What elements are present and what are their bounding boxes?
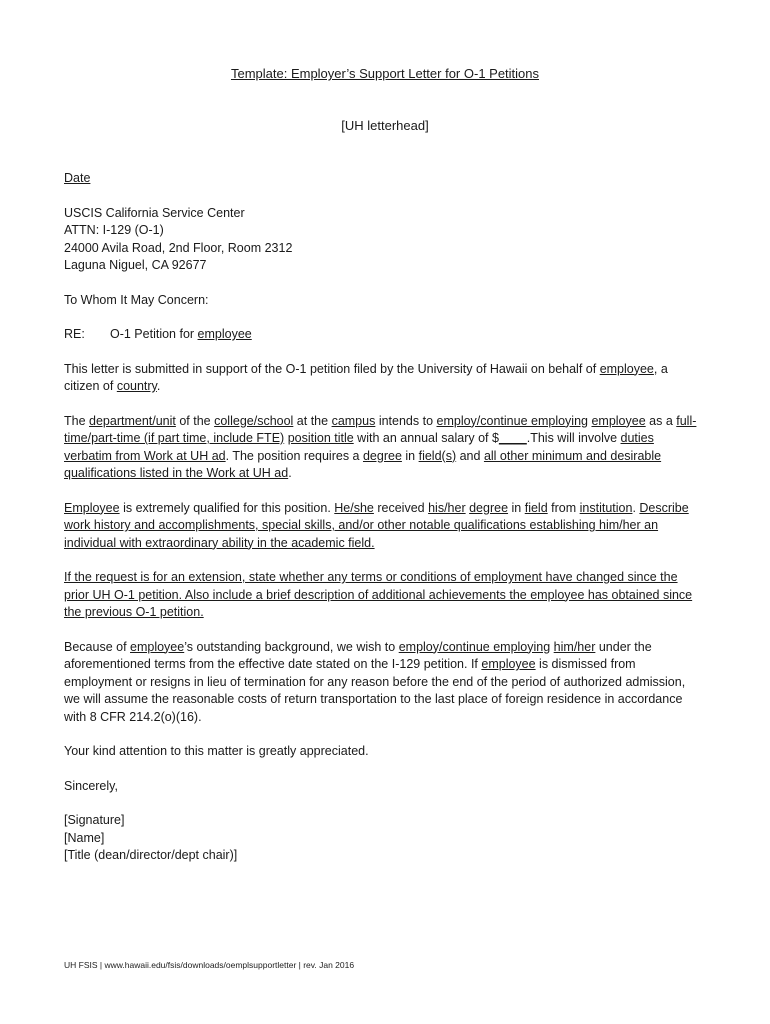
text-run: of the xyxy=(175,413,215,428)
field-degree: degree xyxy=(362,448,402,463)
address-line-1: USCIS California Service Center xyxy=(64,205,245,220)
field-fte: full-time/part-time (if part time, include FTE) xyxy=(64,413,697,445)
field-qualifications: all other minimum and desirable qualifications listed in the Work at UH ad xyxy=(64,448,662,480)
text-run: Because of xyxy=(64,639,131,654)
text-run: . The position requires a xyxy=(225,448,363,463)
text-run: The xyxy=(64,413,90,428)
text-run: at the xyxy=(293,413,332,428)
recipient-address xyxy=(64,205,704,275)
document-title: Template: Employer’s Support Letter for O-1 Petitions xyxy=(230,66,540,81)
field-employee: employee xyxy=(481,657,536,671)
re-text: O-1 Petition for xyxy=(110,327,198,341)
field-employ-option: employ/continue employing xyxy=(436,413,588,428)
paragraph-qualifications xyxy=(64,500,704,553)
field-degree: degree xyxy=(469,500,509,515)
re-label: RE: xyxy=(64,327,85,341)
re-line xyxy=(64,326,704,344)
address-line-3: 24000 Avila Road, 2nd Floor, Room 2312 xyxy=(64,240,293,255)
field-field: field xyxy=(524,500,548,515)
field-campus: campus xyxy=(331,413,376,428)
address-line-2: ATTN: I-129 (O-1) xyxy=(64,223,164,237)
salutation: To Whom It May Concern: xyxy=(64,292,209,307)
text-run: in xyxy=(401,448,419,463)
field-salary-blank: ____ xyxy=(498,431,527,445)
text-run: This letter is submitted in support of the O-1 petition filed by the University of Hawaii on behalf of xyxy=(64,361,600,376)
text-run: from xyxy=(547,500,580,515)
text-run: is dismissed from employment or resigns in lieu of termination for any reason before the end of the period of authorized admission, we will assume the reasonable costs of return transportation to the last place of foreign residence in accordance with 8 CFR 214.2(o)(16). xyxy=(64,657,686,724)
field-institution: institution xyxy=(579,500,633,515)
text-run: ’s outstanding background, we wish to xyxy=(184,639,399,654)
field-employee: Employee xyxy=(64,500,120,515)
text-run: intends to xyxy=(375,413,437,428)
text-run: as a xyxy=(645,413,677,428)
paragraph-intro xyxy=(64,361,704,396)
text-run: . xyxy=(288,466,292,480)
text-run: with an annual salary of $ xyxy=(353,431,499,445)
text-run: . xyxy=(632,500,640,515)
field-describe-work: Describe work history and accomplishments, special skills, and/or other notable qualifications establishing him/her an individual with extraordinary ability in the academic field. xyxy=(64,500,689,550)
text-run: and xyxy=(456,448,484,463)
letterhead-placeholder: [UH letterhead] xyxy=(341,118,429,133)
name-placeholder: [Name] xyxy=(64,830,105,845)
closing-thanks: Your kind attention to this matter is greatly appreciated. xyxy=(64,744,369,758)
paragraph-terms xyxy=(64,639,704,727)
signature-placeholder: [Signature] xyxy=(64,813,125,827)
field-employee: employee xyxy=(130,639,185,654)
field-college: college/school xyxy=(214,413,294,428)
re-field-employee: employee xyxy=(197,327,252,341)
field-possessive: his/her xyxy=(428,500,466,515)
text-run: received xyxy=(373,500,429,515)
field-duties: duties verbatim from Work at UH ad xyxy=(64,431,654,463)
text-run: , a citizen of xyxy=(64,361,668,393)
text-run: in xyxy=(508,500,525,515)
letter-body xyxy=(64,170,704,865)
date-line: Date xyxy=(64,171,91,185)
address-line-4: Laguna Niguel, CA 92677 xyxy=(64,258,207,272)
field-employee: employee xyxy=(591,413,646,428)
field-country: country xyxy=(116,379,157,393)
paragraph-extension: If the request is for an extension, state whether any terms or conditions of employment have changed since the prior UH O-1 petition. Also include a brief description of additional achievements the employee has obtained since the previous O-1 petition. xyxy=(64,570,693,619)
field-him-her: him/her xyxy=(553,639,596,654)
closing-sincerely: Sincerely, xyxy=(64,778,118,793)
text-run: is extremely qualified for this position. xyxy=(119,500,335,515)
text-run: .This will involve xyxy=(526,431,621,445)
paragraph-position xyxy=(64,413,704,483)
field-pronoun: He/she xyxy=(334,500,374,515)
field-fields: field(s) xyxy=(418,448,457,463)
field-employ-option: employ/continue employing xyxy=(398,639,551,654)
title-placeholder: [Title (dean/director/dept chair)] xyxy=(64,848,238,862)
field-department: department/unit xyxy=(89,413,176,428)
text-run: . xyxy=(156,379,161,393)
field-position-title: position title xyxy=(287,431,354,445)
page-footer: UH FSIS | www.hawaii.edu/fsis/downloads/oemplsupportletter | rev. Jan 2016 xyxy=(64,960,355,970)
field-employee: employee xyxy=(599,361,654,376)
text-run: under the aforementioned terms from the effective date stated on the I-129 petition. If xyxy=(64,639,652,671)
